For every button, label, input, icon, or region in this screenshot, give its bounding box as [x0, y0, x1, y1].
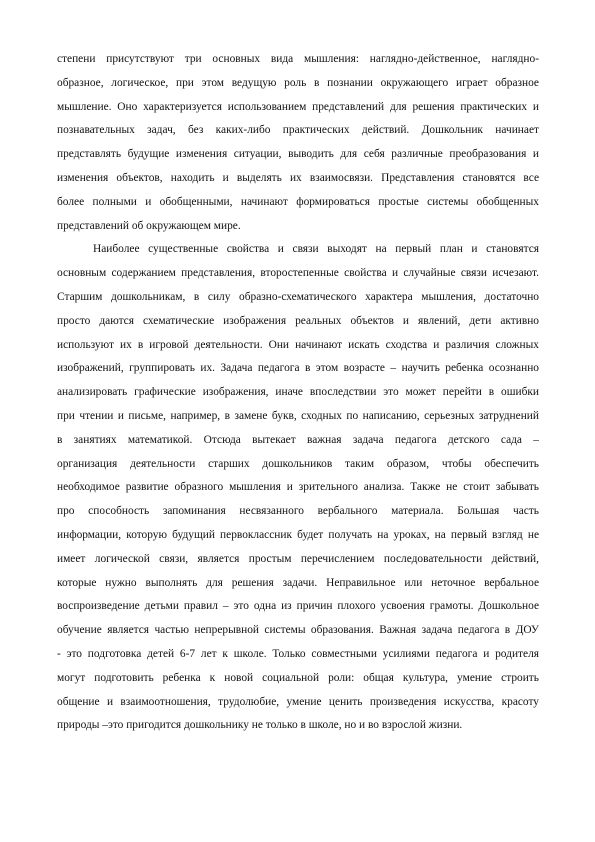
text-line: основным содержанием представления, второстепенные свойства и случайные связи исчезают. [57, 267, 539, 280]
text-line: могут подготовить ребенка к новой социальной роли: общая культура, умение строить [57, 671, 539, 684]
paragraph-1 [57, 48, 539, 238]
text-line: про способность запоминания несвязанного вербального материала. Большая часть [57, 505, 539, 518]
body-text [57, 48, 539, 738]
text-line: имеет логической связи, является простым перечислением последовательности действий, [57, 552, 539, 565]
text-line: используют их в игровой деятельности. Они начинают искать сходства и различия сложных [57, 338, 539, 351]
text-line: образное, логическое, при этом ведущую роль в познании окружающего играет образное [57, 76, 539, 89]
text-line: изменения объектов, находить и выделять их взаимосвязи. Представления становятся все [57, 171, 539, 184]
text-line: при чтении и письме, например, в замене букв, сходных по написанию, серьезных затруднений [57, 409, 539, 422]
paragraph-2 [57, 238, 539, 738]
text-line: просто даются схематические изображения реальных объектов и явлений, дети активно [57, 314, 539, 327]
text-line: обучение является частью непрерывной системы образования. Важная задача педагога в ДОУ [57, 624, 539, 637]
text-line: организация деятельности старших дошкольников таким образом, чтобы обеспечить [57, 457, 539, 470]
text-line: степени присутствуют три основных вида мышления: наглядно-действенное, наглядно- [57, 53, 539, 65]
text-line: мышление. Оно характеризуется использованием представлений для решения практических и [57, 100, 539, 113]
text-line: природы –это пригодится дошкольнику не только в школе, но и во взрослой жизни. [57, 719, 463, 732]
text-line: более полными и обобщенными, начинают формироваться простые системы обобщенных [57, 195, 539, 208]
text-line: которые нужно выполнять для решения задачи. Неправильное или неточное вербальное [57, 576, 539, 589]
text-line: необходимое развитие образного мышления и зрительного анализа. Также не стоит забывать [57, 481, 539, 494]
text-line: информации, которую будущий первоклассник будет получать на уроках, на первый взгляд не [57, 528, 539, 541]
text-line: представлений об окружающем мире. [57, 219, 241, 232]
text-line: познавательных задач, без каких-либо практических действий. Дошкольник начинает [57, 124, 539, 137]
text-line: - это подготовка детей 6-7 лет к школе. Только совместными усилиями педагога и родителя [57, 647, 539, 660]
text-line: представлять будущие изменения ситуации, выводить для себя различные преобразования и [57, 148, 539, 161]
text-line: в занятиях математикой. Отсюда вытекает важная задача педагога детского сада – [57, 433, 539, 446]
text-line: общение и взаимоотношения, трудолюбие, умение ценить произведения искусства, красоту [57, 695, 539, 708]
text-line: воспроизведение детьми правил – это одна из причин плохого усвоения грамоты. Дошкольное [57, 600, 539, 613]
text-line: анализировать графические изображения, иначе впоследствии это может перейти в ошибки [57, 386, 539, 399]
text-line: Старшим дошкольникам, в силу образно-схематического характера мышления, достаточно [57, 290, 539, 303]
text-line: изображений, группировать их. Задача педагога в этом возрасте – научить ребенка осознанно [57, 362, 539, 375]
text-line: Наиболее существенные свойства и связи выходят на первый план и становятся [93, 243, 539, 256]
